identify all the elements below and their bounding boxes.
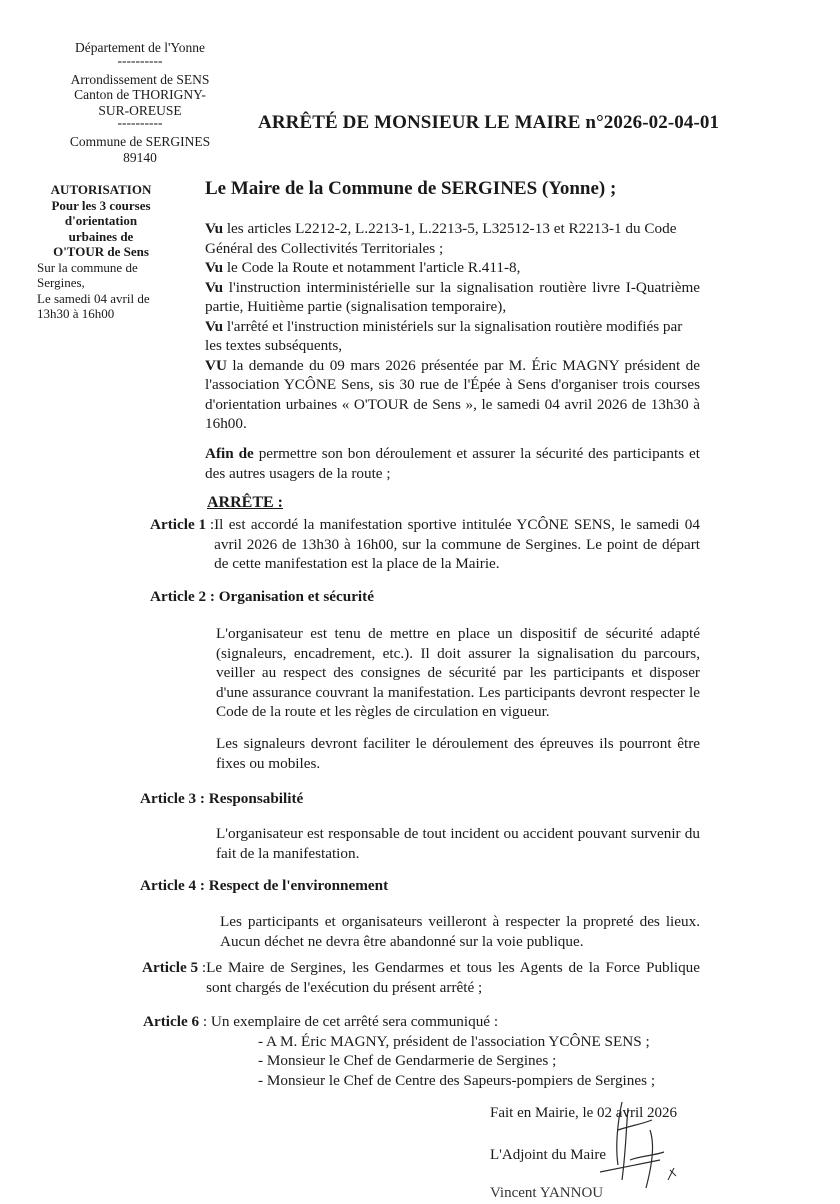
article-2-heading: Article 2 : Organisation et sécurité xyxy=(150,588,374,605)
recipient-list xyxy=(258,1032,703,1091)
signatory-name: Vincent YANNOU xyxy=(490,1185,604,1201)
sidebar-title: AUTORISATION xyxy=(50,182,152,197)
postal-code: 89140 xyxy=(123,149,157,165)
article-2-paragraph: L'organisateur est tenu de mettre en place un dispositif de sécurité adapté (signaleurs, encadrement, etc.). Il doit assurer la signalisation du parcours, veiller au respect des consignes de sécurité par les participants et disposer d'une assurance couvrant la manifestation. Les participants devront respecter le Code de la route et les règles de circulation en vigueur. xyxy=(216,625,700,720)
sidebar-line: urbaines de xyxy=(68,228,134,244)
sidebar-line: d'orientation xyxy=(64,213,138,228)
article-4-paragraph: Les participants et organisateurs veilleront à respecter la propreté des lieux. Aucun déchet ne devra être abandonné sur la voie publique. xyxy=(220,913,700,950)
sidebar-line: Le samedi 04 avril de xyxy=(37,290,150,306)
article-5: Article 5 : Le Maire de Sergines, les Gendarmes et tous les Agents de la Force Publique sont chargés de l'exécution du présent arrêté ; xyxy=(142,959,700,996)
arrete-label: ARRÊTE : xyxy=(207,494,284,511)
vu-item: Vu le Code la Route et notamment l'article R.411-8, xyxy=(205,259,521,276)
page-title: ARRÊTÉ DE MONSIEUR LE MAIRE n°2026-02-04-01 xyxy=(258,112,720,133)
commune: Commune de SERGINES xyxy=(69,134,211,149)
vu-item: Vu l'instruction interministérielle sur la signalisation routière livre I-Quatrième partie, Huitième partie (signalisation temporaire), xyxy=(205,278,700,315)
department: Département de l'Yonne xyxy=(74,40,206,55)
article-3-heading: Article 3 : Responsabilité xyxy=(140,790,304,807)
list-item: - Monsieur le Chef de Gendarmerie de Sergines ; xyxy=(258,1052,557,1069)
place-date: Fait en Mairie, le 02 avril 2026 xyxy=(490,1105,678,1121)
article-3-paragraph: L'organisateur est responsable de tout incident ou accident pouvant survenir du fait de la manifestation. xyxy=(216,825,700,862)
article-text: Un exemplaire de cet arrêté sera communiqué : xyxy=(210,1013,499,1030)
article-6: Article 6 : Un exemplaire de cet arrêté sera communiqué : - A M. Éric MAGNY, président de l'association YCÔNE SENS ; - Monsieur le Chef de Gendarmerie de Sergines ; - Monsieur le Chef de Centre des Sapeurs-pompiers de Sergines ; xyxy=(143,1012,703,1090)
vu-list xyxy=(205,219,700,434)
list-item: - A M. Éric MAGNY, président de l'association YCÔNE SENS ; xyxy=(258,1032,650,1050)
sidebar-summary xyxy=(37,182,165,322)
vu-item: VU la demande du 09 mars 2026 présentée par M. Éric MAGNY président de l'association YCÔNE Sens, sis 30 rue de l'Épée à Sens d'organiser trois courses d'orientation urbaines « O'TOUR de Sens », le samedi 04 avril 2026 de 13h30 à 16h00. xyxy=(205,356,700,432)
article-text: Il est accordé la manifestation sportive intitulée YCÔNE SENS, le samedi 04 avril 2026 de 13h30 à 16h00, sur la commune de Sergines. Le point de départ de cette manifestation est la place de la Mairie. xyxy=(214,516,700,572)
article-4-heading: Article 4 : Respect de l'environnement xyxy=(140,877,389,894)
sidebar-line: 13h30 à 16h00 xyxy=(37,306,115,321)
arrondissement: Arrondissement de SENS xyxy=(70,71,210,87)
maire-heading: Le Maire de la Commune de SERGINES (Yonne) ; xyxy=(205,178,617,199)
article-2-paragraph: Les signaleurs devront faciliter le déroulement des épreuves ils pourront être fixes ou mobiles. xyxy=(216,735,700,772)
article-label: Article 6 xyxy=(143,1013,200,1030)
article-1: Article 1 : Il est accordé la manifestation sportive intitulée YCÔNE SENS, le samedi 04 avril 2026 de 13h30 à 16h00, sur la commune de Sergines. Le point de départ de cette manifestation est la place de la Mairie. xyxy=(150,516,700,572)
signatory-role: L'Adjoint du Maire xyxy=(490,1147,607,1163)
canton-line2: SUR-OREUSE xyxy=(98,102,182,118)
sidebar-line: O'TOUR de Sens xyxy=(53,244,149,259)
sidebar-line: Sur la commune de xyxy=(37,259,138,275)
vu-item: Vu les articles L2212-2, L.2213-1, L.2213-5, L32512-13 et R2213-1 du Code Général des Collectivités Territoriales ; xyxy=(205,220,677,257)
article-text: Le Maire de Sergines, les Gendarmes et tous les Agents de la Force Publique sont chargés de l'exécution du présent arrêté ; xyxy=(206,959,700,996)
handwritten-signature xyxy=(560,1090,700,1200)
vu-item: Vu l'arrêté et l'instruction ministériels sur la signalisation routière modifiés par les textes subséquents, xyxy=(205,317,683,354)
afin-paragraph: Afin de permettre son bon déroulement et assurer la sécurité des participants et des autres usagers de la route ; xyxy=(205,445,700,482)
canton-line1: Canton de THORIGNY- xyxy=(74,87,206,102)
article-label: Article 1 xyxy=(150,516,207,533)
list-item: - Monsieur le Chef de Centre des Sapeurs-pompiers de Sergines ; xyxy=(258,1071,656,1089)
article-label: Article 5 xyxy=(142,959,199,976)
header-block xyxy=(45,40,235,165)
sidebar-line: Sergines, xyxy=(37,275,85,290)
separator: ---------- xyxy=(117,115,163,130)
sidebar-line: Pour les 3 courses xyxy=(51,197,151,213)
separator: ---------- xyxy=(117,52,163,68)
